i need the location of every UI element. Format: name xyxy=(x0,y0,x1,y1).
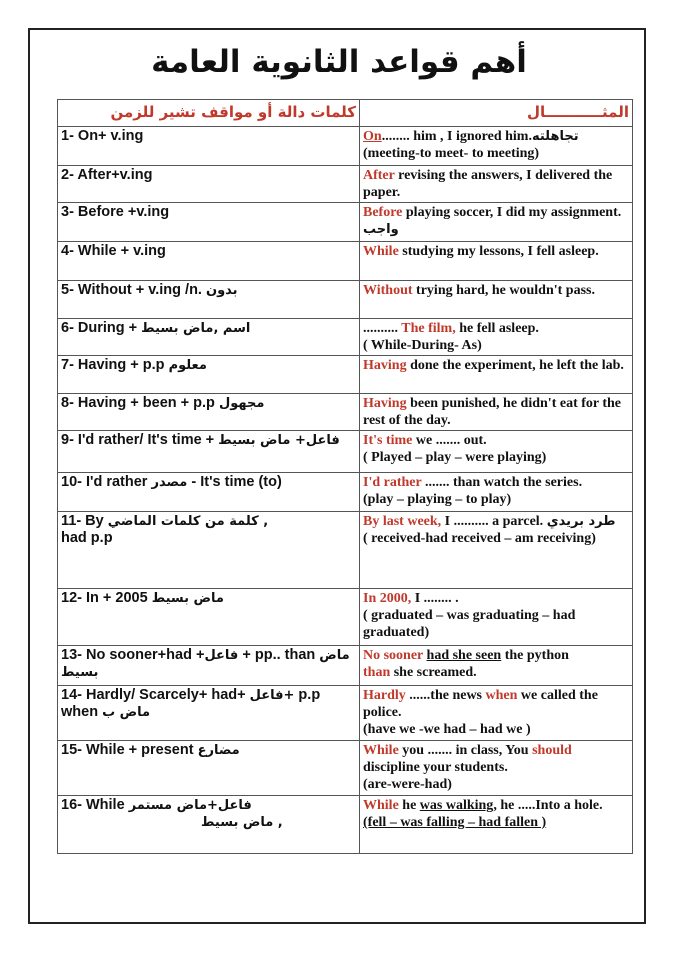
example-cell: Having been punished, he didn't eat for the rest of the day. xyxy=(360,394,633,431)
table-row xyxy=(58,242,633,281)
table-row xyxy=(58,686,633,741)
table-row xyxy=(58,394,633,431)
table-row xyxy=(58,473,633,512)
rule-cell: 3- Before +v.ing xyxy=(58,203,360,242)
table-row xyxy=(58,356,633,394)
rule-cell: 12- In + 2005 ماض بسيط xyxy=(58,589,360,646)
table-row xyxy=(58,319,633,356)
rule-cell: 6- During + اسم ,ماض بسيط xyxy=(58,319,360,356)
example-cell: Hardly ......the news when we called the police. (have we -we had – had we ) xyxy=(360,686,633,741)
page-title: أهم قواعد الثانوية العامة xyxy=(151,44,527,80)
example-cell: On........ him , I ignored him.تجاهلته (meeting-to meet- to meeting) xyxy=(360,127,633,166)
example-cell: No sooner had she seen the python than she screamed. xyxy=(360,646,633,686)
example-cell: While he was walking, he .....Into a hole. (fell – was falling – had fallen ) xyxy=(360,796,633,854)
table-row xyxy=(58,796,633,854)
example-cell: Having done the experiment, he left the lab. xyxy=(360,356,633,394)
example-cell: Before playing soccer, I did my assignment. واجب xyxy=(360,203,633,242)
example-cell: By last week, I .......... a parcel. طرد بريدي ( received-had received – am receiving) xyxy=(360,512,633,589)
example-cell: While studying my lessons, I fell asleep. xyxy=(360,242,633,281)
table-header xyxy=(58,100,633,127)
table-row xyxy=(58,127,633,166)
rule-cell: 1- On+ v.ing xyxy=(58,127,360,166)
table-row xyxy=(58,646,633,686)
example-cell: .......... The film, he fell asleep. ( While-During- As) xyxy=(360,319,633,356)
rule-cell: 8- Having + been + p.p مجهول xyxy=(58,394,360,431)
table-row xyxy=(58,512,633,589)
example-cell: I'd rather ....... than watch the series. (play – playing – to play) xyxy=(360,473,633,512)
table-row xyxy=(58,741,633,796)
table-row xyxy=(58,166,633,203)
rule-cell: 2- After+v.ing xyxy=(58,166,360,203)
header-right: المثـــــــــــال xyxy=(360,100,633,127)
example-cell: While you ....... in class, You should discipline your students. (are-were-had) xyxy=(360,741,633,796)
example-cell: Without trying hard, he wouldn't pass. xyxy=(360,281,633,319)
table-row xyxy=(58,431,633,473)
example-cell: It's time we ....... out. ( Played – play – were playing) xyxy=(360,431,633,473)
rule-cell: 15- While + present مضارع xyxy=(58,741,360,796)
table-row xyxy=(58,203,633,242)
rule-cell: 14- Hardly/ Scarcely+ had+ فاعل+ p.p when ماض ب xyxy=(58,686,360,741)
rule-cell: 13- No sooner+had +فاعل + pp.. than ماض بسيط xyxy=(58,646,360,686)
example-cell: In 2000, I ........ . ( graduated – was graduating – had graduated) xyxy=(360,589,633,646)
rule-cell: 9- I'd rather/ It's time + فاعل+ ماض بسيط xyxy=(58,431,360,473)
rule-cell: 5- Without + v.ing /n. بدون xyxy=(58,281,360,319)
rule-cell: 11- By كلمة من كلمات الماضي , had p.p xyxy=(58,512,360,589)
table-row xyxy=(58,589,633,646)
header-left: كلمات دالة أو مواقف تشير للزمن xyxy=(58,100,360,127)
grammar-table xyxy=(57,99,633,854)
rule-cell: 4- While + v.ing xyxy=(58,242,360,281)
rule-cell: 16- While فاعل+ماض مستمر ماض بسيط , xyxy=(58,796,360,854)
rule-cell: 7- Having + p.p معلوم xyxy=(58,356,360,394)
rule-cell: 10- I'd rather مصدر - It's time (to) xyxy=(58,473,360,512)
example-cell: After revising the answers, I delivered the paper. xyxy=(360,166,633,203)
table-row xyxy=(58,281,633,319)
